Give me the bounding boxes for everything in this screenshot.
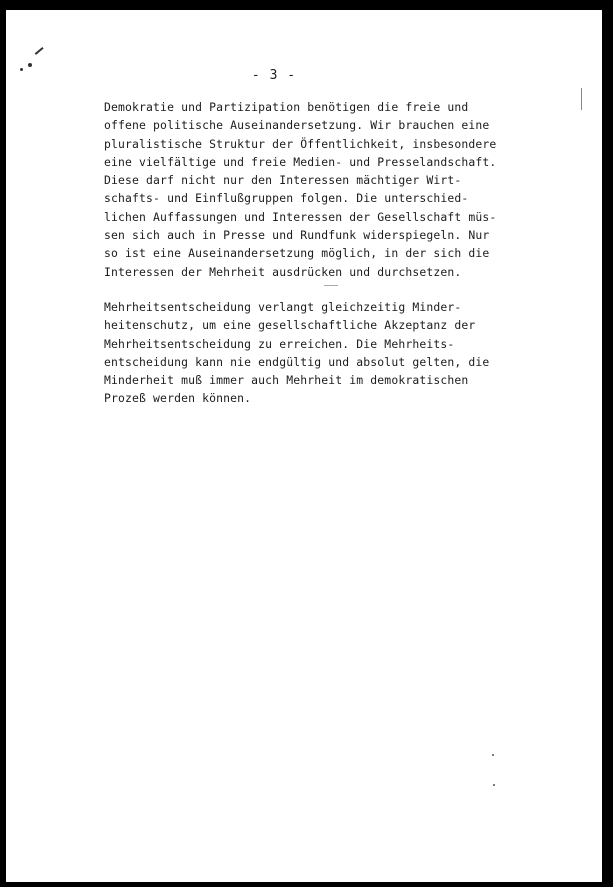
paragraph-democracy-media [104,98,496,281]
text-line: eine vielfältige und freie Medien- und Presselandschaft. [104,154,497,169]
text-line: schafts- und Einflußgruppen folgen. Die unterschied- [104,191,469,206]
scan-speck [324,285,338,286]
text-line: sen sich auch in Presse und Rundfunk widerspiegeln. Nur [104,228,490,243]
text-line: Mehrheitsentscheidung zu erreichen. Die Mehrheits- [104,336,455,351]
text-line: Interessen der Mehrheit ausdrücken und durchsetzen. [104,264,462,279]
text-line: Prozeß werden können. [104,391,252,406]
paragraph-majority-decision [104,298,489,408]
text-line: Demokratie und Partizipation benötigen die freie und [104,100,469,114]
text-line: pluralistische Struktur der Öffentlichkeit, insbesondere [104,136,497,151]
text-line: Mehrheitsentscheidung verlangt gleichzeitig Minder- [104,300,462,314]
text-line: offene politische Auseinandersetzung. Wir brauchen eine [104,118,490,133]
document-page [6,10,602,882]
scan-speck [493,784,495,786]
text-line: so ist eine Auseinandersetzung möglich, in der sich die [104,246,490,261]
scan-speck [492,754,494,756]
margin-mark [581,88,582,110]
text-line: lichen Auffassungen und Interessen der Gesellschaft müs- [104,209,497,224]
page-number: - 3 - [251,68,297,83]
text-line: entscheidung kann nie endgültig und absolut gelten, die [104,354,490,369]
scan-mark [35,47,44,55]
scan-mark [28,63,32,67]
scan-mark [20,68,23,71]
text-line: heitenschutz, um eine gesellschaftliche Akzeptanz der [104,318,476,333]
text-line: Minderheit muß immer auch Mehrheit im demokratischen [104,373,469,388]
text-line: Diese darf nicht nur den Interessen mächtiger Wirt- [104,173,462,188]
